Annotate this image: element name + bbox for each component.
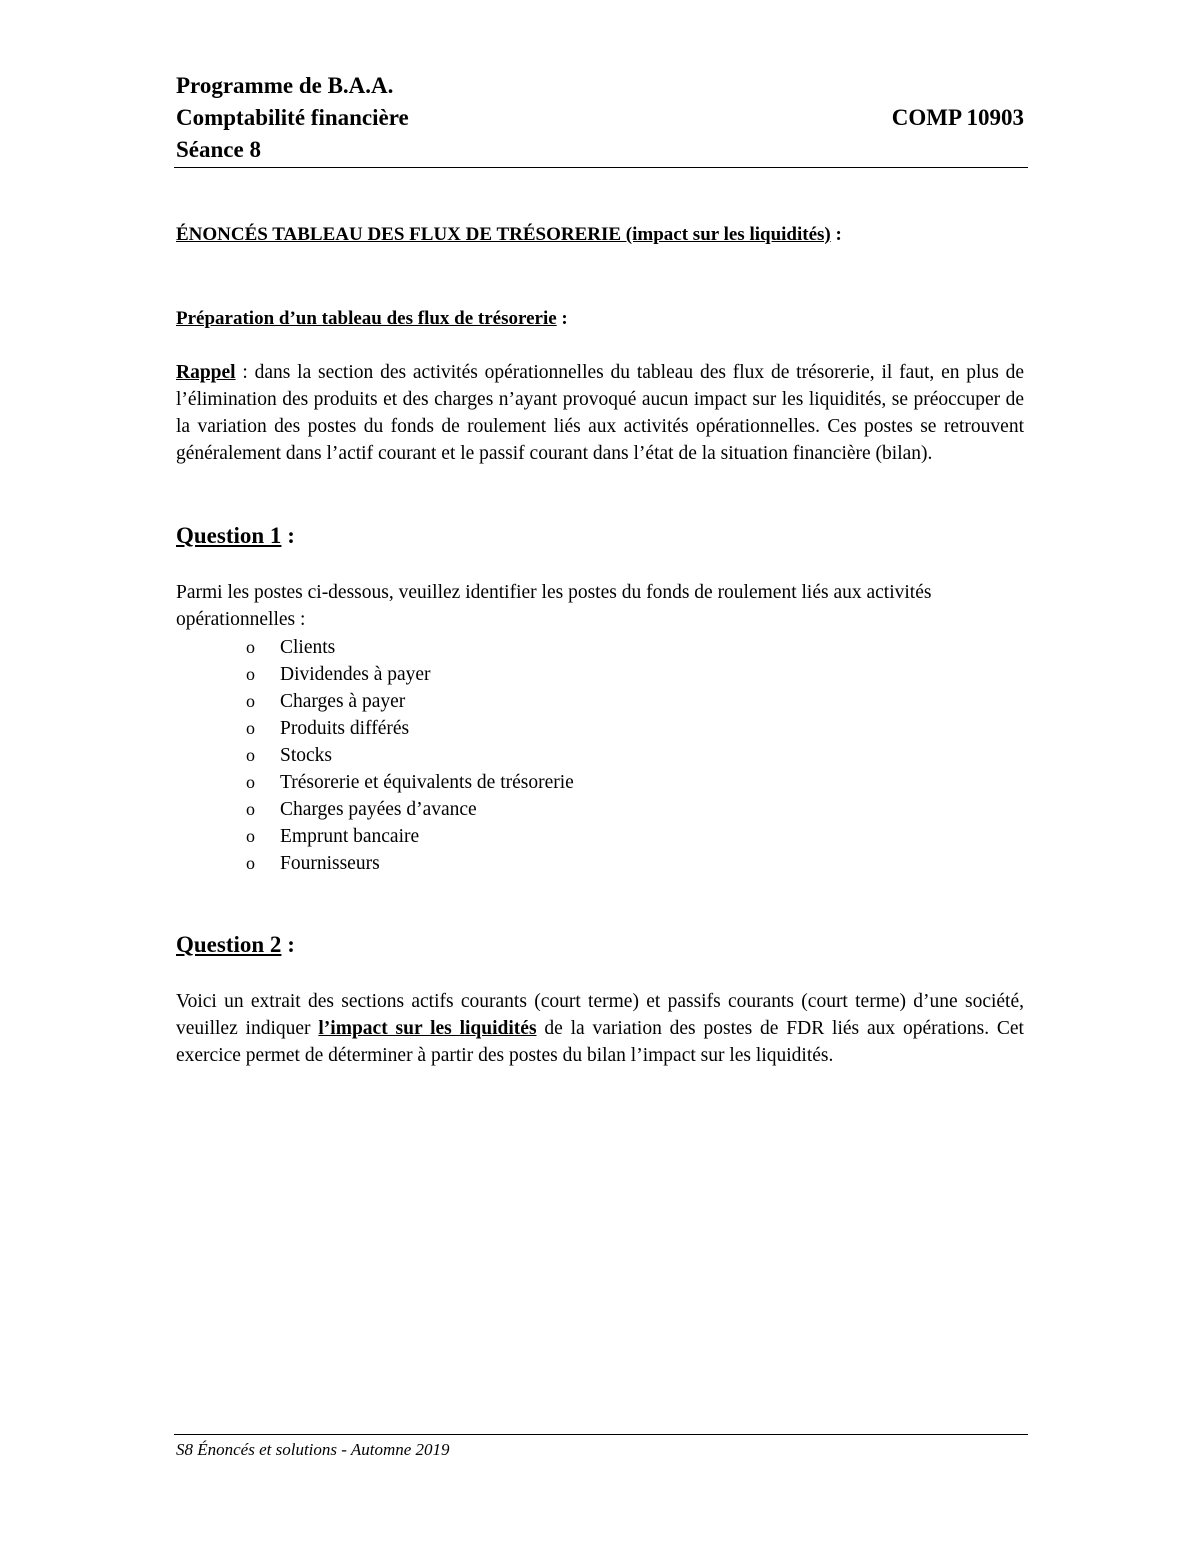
question-2-label: Question 2 bbox=[176, 932, 282, 957]
course-code: COMP 10903 bbox=[891, 105, 1024, 130]
bullet-marker: o bbox=[246, 826, 255, 846]
list-item-label: Charges payées d’avance bbox=[280, 799, 477, 820]
list-item bbox=[246, 634, 574, 661]
page-footer: S8 Énoncés et solutions - Automne 2019 bbox=[176, 1440, 450, 1459]
bullet-marker: o bbox=[246, 745, 255, 765]
sub-heading bbox=[176, 308, 568, 330]
list-item-label: Dividendes à payer bbox=[280, 664, 431, 685]
question-2-paragraph bbox=[176, 988, 1024, 1069]
bullet-marker: o bbox=[246, 718, 255, 738]
bullet-marker: o bbox=[246, 772, 255, 792]
list-item-label: Charges à payer bbox=[280, 691, 406, 712]
main-heading-text: ÉNONCÉS TABLEAU DES FLUX DE TRÉSORERIE (impact sur les liquidités) bbox=[176, 224, 831, 245]
list-item bbox=[246, 715, 574, 742]
program-name: Programme de B.A.A. bbox=[176, 73, 394, 98]
list-item bbox=[246, 796, 574, 823]
question-2-text-before: Voici un extrait des sections actifs courants (court terme) et passifs courants (court terme) d’une société, veuillez indiquer bbox=[176, 991, 1024, 1039]
question-2-text-after: de la variation des postes de FDR liés aux opérations. Cet exercice permet de déterminer à partir des postes du bilan l’impact sur les liquidités. bbox=[176, 1018, 1024, 1066]
list-item bbox=[246, 742, 574, 769]
rappel-label: Rappel bbox=[176, 362, 236, 383]
main-heading bbox=[176, 224, 842, 246]
sub-heading-text: Préparation d’un tableau des flux de trésorerie bbox=[176, 308, 557, 329]
footer-divider bbox=[174, 1434, 1028, 1435]
list-item-label: Emprunt bancaire bbox=[280, 826, 420, 847]
list-item bbox=[246, 661, 574, 688]
bullet-marker: o bbox=[246, 691, 255, 711]
list-item-label: Trésorerie et équivalents de trésorerie bbox=[280, 772, 574, 793]
question-1-label: Question 1 bbox=[176, 523, 282, 548]
bullet-marker: o bbox=[246, 664, 255, 684]
main-heading-suffix: : bbox=[830, 224, 842, 245]
list-item-label: Clients bbox=[280, 637, 336, 658]
list-item bbox=[246, 769, 574, 796]
bullet-marker: o bbox=[246, 637, 255, 657]
question-2-title bbox=[176, 932, 295, 958]
list-item-label: Produits différés bbox=[280, 718, 410, 739]
question-1-intro: Parmi les postes ci-dessous, veuillez identifier les postes du fonds de roulement liés aux activités opérationnelles : bbox=[176, 582, 932, 630]
session-number: Séance 8 bbox=[176, 137, 261, 162]
question-1-suffix: : bbox=[281, 523, 295, 548]
list-item bbox=[246, 850, 574, 877]
bullet-marker: o bbox=[246, 799, 255, 819]
question-1-item-list bbox=[246, 634, 574, 877]
list-item bbox=[246, 823, 574, 850]
rappel-text: : dans la section des activités opérationnelles du tableau des flux de trésorerie, il faut, en plus de l’élimination des produits et des charges n’ayant provoqué aucun impact sur les liquidités, se préoccuper de la variation des postes du fonds de roulement liés aux activités opérationnelles. Ces postes se retrouvent généralement dans l’actif courant et le passif courant dans l’état de la situation financière (bilan). bbox=[176, 362, 1024, 464]
rappel-paragraph bbox=[176, 359, 1024, 467]
course-name: Comptabilité financière bbox=[176, 105, 409, 130]
bullet-marker: o bbox=[246, 853, 255, 873]
header-divider bbox=[174, 167, 1028, 168]
question-2-suffix: : bbox=[281, 932, 295, 957]
sub-heading-suffix: : bbox=[556, 308, 568, 329]
list-item-label: Fournisseurs bbox=[280, 853, 380, 874]
question-1-title bbox=[176, 523, 295, 549]
question-2-emphasis: l’impact sur les liquidités bbox=[318, 1018, 537, 1039]
list-item bbox=[246, 688, 574, 715]
list-item-label: Stocks bbox=[280, 745, 333, 766]
document-header bbox=[176, 70, 1028, 166]
